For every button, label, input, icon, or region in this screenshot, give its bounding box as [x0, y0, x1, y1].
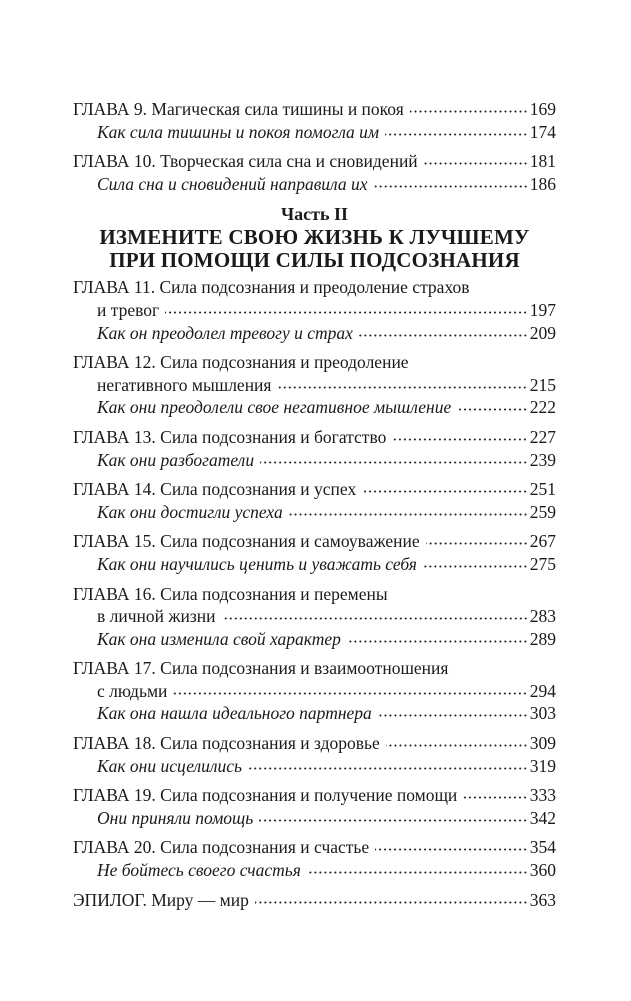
- toc-entry-title: ГЛАВА 10. Творческая сила сна и сновидений: [73, 151, 418, 172]
- toc-entry-title: ЭПИЛОГ. Миру — мир: [73, 889, 249, 910]
- toc-entry-title: ГЛАВА 16. Сила подсознания и перемены: [73, 583, 388, 604]
- toc-page-number: 169: [529, 99, 556, 119]
- dot-leader: [457, 408, 528, 411]
- toc-entry-group: [73, 732, 556, 777]
- toc-page-number: 259: [529, 501, 556, 522]
- toc-entry-group: [73, 351, 556, 419]
- toc-entry-title: и тревог: [97, 299, 160, 320]
- toc-entry-title: Не бойтесь своего счастья: [97, 860, 301, 881]
- toc-page-number: 303: [529, 703, 556, 724]
- dot-leader: [260, 461, 528, 464]
- table-of-contents: [73, 98, 556, 918]
- toc-entry[interactable]: [73, 351, 556, 374]
- dot-leader: [424, 162, 528, 165]
- toc-entry-title: с людьми: [97, 680, 168, 701]
- toc-page-number: 209: [529, 322, 556, 343]
- dot-leader: [277, 386, 527, 389]
- toc-page-number: 267: [529, 531, 556, 552]
- toc-entry-title: ГЛАВА 17. Сила подсознания и взаимоотношения: [73, 658, 449, 679]
- toc-entry-title: Как они разбогатели: [97, 449, 255, 470]
- toc-entry-title: Как они научились ценить и уважать себя: [97, 553, 417, 574]
- toc-section-part-two: [73, 276, 556, 911]
- toc-entry-group: [73, 150, 556, 195]
- toc-page-number: 289: [529, 628, 556, 649]
- toc-entry-title: Как он преодолел тревогу и страх: [97, 322, 353, 343]
- toc-entry-title: Как сила тишины и покоя помогла им: [97, 121, 380, 142]
- dot-leader: [248, 767, 528, 770]
- toc-entry-group: [73, 426, 556, 471]
- part-title-line-2: ПРИ ПОМОЩИ СИЛЫ ПОДСОЗНАНИЯ: [109, 248, 520, 273]
- toc-page-number: 309: [529, 733, 556, 754]
- dot-leader: [392, 438, 527, 441]
- part-title-line-1: ИЗМЕНИТЕ СВОЮ ЖИЗНЬ К ЛУЧШЕМУ: [99, 225, 530, 250]
- toc-entry[interactable]: [73, 299, 556, 322]
- toc-entry-title: ГЛАВА 13. Сила подсознания и богатство: [73, 426, 387, 447]
- toc-entry-title: Они приняли помощь: [97, 807, 254, 828]
- dot-leader: [362, 490, 528, 493]
- toc-page-number: 333: [529, 785, 556, 806]
- toc-entry-title: ГЛАВА 11. Сила подсознания и преодоление страхов: [73, 277, 470, 298]
- toc-subentry[interactable]: [73, 859, 556, 882]
- dot-leader: [307, 871, 528, 874]
- toc-entry[interactable]: [73, 426, 556, 449]
- toc-entry-group: [73, 530, 556, 575]
- toc-entry-title: ГЛАВА 20. Сила подсознания и счастье: [73, 837, 370, 858]
- toc-entry[interactable]: [73, 784, 556, 807]
- toc-entry[interactable]: [73, 98, 556, 121]
- toc-subentry[interactable]: [73, 702, 556, 725]
- dot-leader: [374, 185, 528, 188]
- toc-entry[interactable]: [73, 605, 556, 628]
- dot-leader: [359, 334, 528, 337]
- toc-entry[interactable]: [73, 150, 556, 173]
- toc-entry-title: Сила сна и сновидений направила их: [97, 173, 368, 194]
- toc-subentry[interactable]: [73, 173, 556, 196]
- dot-leader: [259, 819, 528, 822]
- toc-entry[interactable]: [73, 680, 556, 703]
- dot-leader: [347, 640, 528, 643]
- toc-page-number: 227: [529, 426, 556, 447]
- toc-entry-title: ГЛАВА 15. Сила подсознания и самоуважение: [73, 531, 420, 552]
- dot-leader: [222, 617, 528, 620]
- dot-leader: [426, 542, 528, 545]
- dot-leader: [423, 565, 528, 568]
- part-label: Часть II: [280, 204, 349, 225]
- toc-entry-group: [73, 583, 556, 651]
- toc-entry-title: ГЛАВА 18. Сила подсознания и здоровье: [73, 733, 380, 754]
- toc-page-number: 251: [529, 479, 556, 500]
- toc-entry-group: [73, 836, 556, 881]
- toc-entry-title: Как она нашла идеального партнера: [97, 703, 372, 724]
- toc-entry-title: ГЛАВА 19. Сила подсознания и получение помощи: [73, 785, 458, 806]
- toc-subentry[interactable]: [73, 121, 556, 144]
- toc-entry-group: [73, 889, 556, 912]
- toc-page-number: 354: [529, 837, 556, 858]
- toc-page-number: 275: [529, 553, 556, 574]
- toc-subentry[interactable]: [73, 396, 556, 419]
- toc-page-number: 174: [529, 121, 556, 142]
- toc-subentry[interactable]: [73, 501, 556, 524]
- toc-page-number: 186: [529, 173, 556, 194]
- toc-subentry[interactable]: [73, 449, 556, 472]
- dot-leader: [173, 692, 527, 695]
- toc-page-number: 222: [529, 397, 556, 418]
- dot-leader: [378, 714, 528, 717]
- toc-entry-group: [73, 478, 556, 523]
- toc-entry-title: ГЛАВА 12. Сила подсознания и преодоление: [73, 352, 409, 373]
- toc-entry[interactable]: [73, 889, 556, 912]
- toc-page-number: 181: [529, 151, 556, 172]
- toc-entry[interactable]: [73, 276, 556, 299]
- dot-leader: [255, 901, 528, 904]
- toc-entry-title: ГЛАВА 9. Магическая сила тишины и покоя: [73, 99, 404, 119]
- toc-subentry[interactable]: [73, 807, 556, 830]
- dot-leader: [385, 133, 528, 136]
- toc-entry-title: в личной жизни: [97, 606, 216, 627]
- dot-leader: [165, 311, 528, 314]
- toc-entry-title: Как они исцелились: [97, 755, 243, 776]
- dot-leader: [410, 110, 528, 113]
- toc-page-number: 294: [529, 680, 556, 701]
- toc-entry-title: негативного мышления: [97, 374, 272, 395]
- toc-entry[interactable]: [73, 583, 556, 606]
- toc-page-number: 363: [529, 889, 556, 910]
- toc-page-number: 283: [529, 606, 556, 627]
- toc-entry[interactable]: [73, 657, 556, 680]
- dot-leader: [289, 513, 528, 516]
- toc-page-number: 360: [529, 860, 556, 881]
- toc-entry-title: Как они преодолели свое негативное мышление: [97, 397, 452, 418]
- toc-subentry[interactable]: [73, 553, 556, 576]
- toc-entry-title: ГЛАВА 14. Сила подсознания и успех: [73, 479, 357, 500]
- toc-subentry[interactable]: [73, 322, 556, 345]
- toc-entry[interactable]: [73, 732, 556, 755]
- toc-entry[interactable]: [73, 478, 556, 501]
- toc-subentry[interactable]: [73, 755, 556, 778]
- toc-page-number: 239: [529, 449, 556, 470]
- toc-entry[interactable]: [73, 530, 556, 553]
- toc-page-number: 319: [529, 755, 556, 776]
- toc-page-number: 342: [529, 807, 556, 828]
- toc-entry-title: Как они достигли успеха: [97, 501, 283, 522]
- toc-entry[interactable]: [73, 836, 556, 859]
- dot-leader: [386, 744, 528, 747]
- dot-leader: [463, 796, 527, 799]
- toc-entry-group: [73, 276, 556, 344]
- toc-section-part-one-end: [73, 98, 556, 195]
- toc-entry-group: [73, 657, 556, 725]
- toc-entry-group: [73, 784, 556, 829]
- toc-entry-group: [73, 98, 556, 143]
- dot-leader: [375, 848, 528, 851]
- toc-page-number: 215: [529, 374, 556, 395]
- toc-subentry[interactable]: [73, 628, 556, 651]
- toc-entry[interactable]: [73, 374, 556, 397]
- part-heading: [73, 202, 556, 272]
- toc-page-number: 197: [529, 299, 556, 320]
- toc-entry-title: Как она изменила свой характер: [97, 628, 341, 649]
